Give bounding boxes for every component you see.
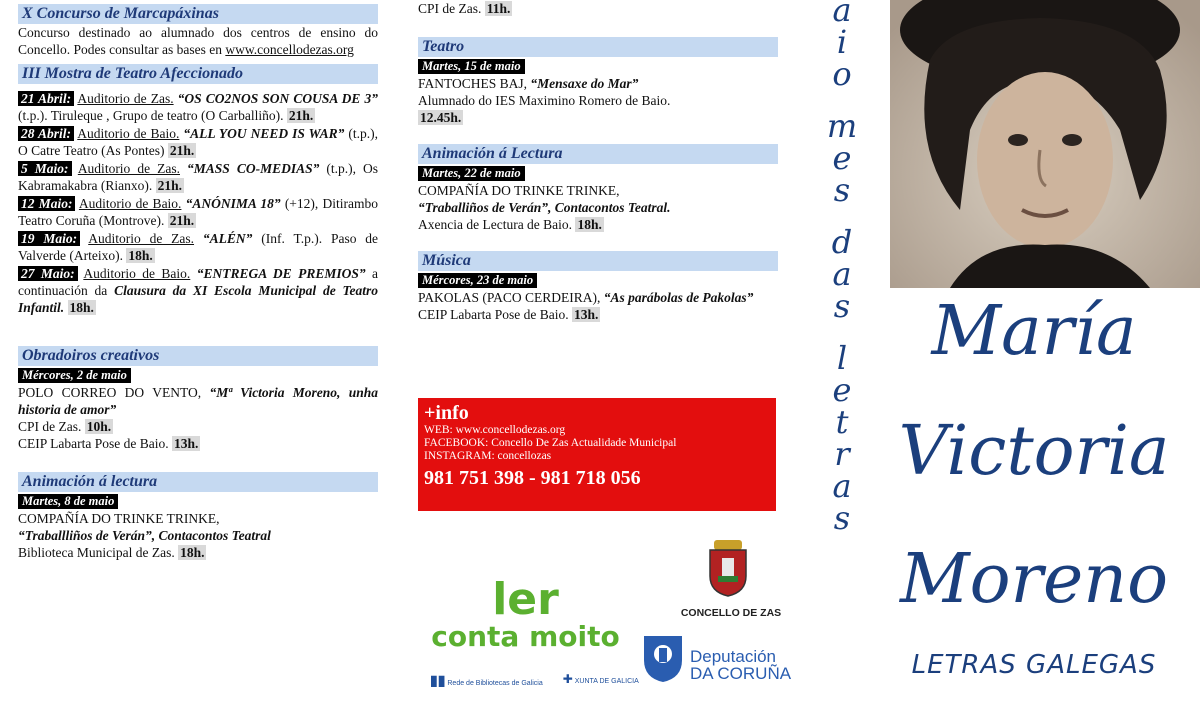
ler-logo-big: ler (492, 574, 559, 625)
concurso-link[interactable]: www.concellodezas.org (225, 42, 354, 57)
vertical-letter: e (832, 139, 852, 177)
xunta-logo: ✚ XUNTA DE GALICIA (562, 672, 639, 686)
ler-conta-moito-logo (428, 574, 623, 653)
event-item: 5 Maio: Auditorio de Zas. “MASS CO-MEDIAS” (t.p.), Os Kabramakabra (Rianxo). 21h. (18, 161, 379, 193)
vertical-letter: s (833, 171, 851, 209)
teatro-desc: Alumnado do IES Maximino Romero de Baio. (418, 93, 671, 108)
name-line2: Victoria (898, 412, 1170, 491)
top-place: CPI de Zas. 11h. (418, 1, 511, 16)
left-column (18, 0, 378, 561)
obradoiros-title: POLO CORREO DO VENTO, “Mª Victoria Moreno, unha historia de amor” (18, 385, 379, 417)
vertical-letter: t (835, 403, 849, 441)
section-heading-musica: Música (418, 251, 778, 271)
teatro-afeccionado-events (18, 90, 378, 316)
section-heading-obradoiros: Obradoiros creativos (18, 346, 378, 366)
vertical-letter: r (834, 435, 850, 473)
animacion2-company: COMPAÑÍA DO TRINKE TRINKE, (418, 183, 620, 198)
event-item: 12 Maio: Auditorio de Baio. “ANÓNIMA 18” (+12), Ditirambo Teatro Coruña (Montrove). 21h. (18, 196, 378, 228)
portrait-photo (890, 0, 1200, 288)
ler-logo-small: conta moito (431, 620, 620, 653)
event-item: 21 Abril: Auditorio de Zas. “OS CO2NOS SON COUSA DE 3” (t.p.). Tiruleque , Grupo de teatro (O Carballiño). 21h. (18, 91, 378, 123)
section-heading-concurso: X Concurso de Marcapáxinas (18, 4, 378, 24)
info-instagram[interactable]: INSTAGRAM: concellozas (424, 450, 552, 462)
xunta-icon: ✚ (562, 672, 573, 686)
vertical-letter: a (832, 0, 852, 29)
concurso-text: Concurso destinado ao alumnado dos centros de ensino do Concello. Podes consultar as bases en www.concellodezas.org (18, 25, 378, 57)
vertical-letter: d (831, 223, 853, 261)
musica-company: PAKOLAS (PACO CERDEIRA), “As parábolas de Pakolas” (418, 290, 754, 305)
event-item: 19 Maio: Auditorio de Zas. “ALÉN” (Inf. T.p.). Paso de Valverde (Arteixo). 18h. (18, 231, 379, 263)
vertical-letter: s (833, 287, 851, 325)
vertical-letter: e (832, 371, 852, 409)
animacion-place: Biblioteca Municipal de Zas. 18h. (18, 545, 205, 560)
animacion-company: COMPAÑÍA DO TRINKE TRINKE, (18, 511, 220, 526)
obradoiros-place2: CEIP Labarta Pose de Baio. 13h. (18, 436, 199, 451)
event-date: Martes, 8 de maio (18, 494, 118, 509)
vertical-letter: l (836, 339, 848, 377)
event-item: 28 Abril: Auditorio de Baio. “ALL YOU NEED IS WAR” (t.p.), O Catre Teatro (As Pontes) 21h. (18, 126, 378, 158)
vertical-letter: m (826, 107, 858, 145)
section-heading-teatro: Teatro (418, 37, 778, 57)
vertical-title (818, 0, 866, 704)
deputacion-crest-icon (640, 630, 686, 684)
event-date: Martes, 15 de maio (418, 59, 525, 74)
info-facebook[interactable]: FACEBOOK: Concello De Zas Actualidade Municipal (424, 437, 677, 449)
event-item: 27 Maio: Auditorio de Baio. “ENTREGA DE PREMIOS” a continuación da Clausura da XI Escola Municipal de Teatro Infantil. 18h. (18, 266, 379, 315)
concello-label: CONCELLO DE ZAS (680, 607, 782, 619)
vertical-letter: a (832, 255, 852, 293)
vertical-letter: s (833, 499, 851, 537)
rede-bibliotecas-logo: ▮▮ Rede de Bibliotecas de Galicia (430, 672, 543, 688)
animacion2-place: Axencia de Lectura de Baio. 18h. (418, 217, 602, 232)
event-date: Mércores, 2 de maio (18, 368, 131, 383)
info-title: +info (424, 402, 469, 424)
concello-crest-icon (702, 538, 754, 598)
section-heading-animacion: Animación á lectura (18, 472, 378, 492)
sub-logos (430, 672, 639, 689)
obradoiros-place1: CPI de Zas. 10h. (18, 419, 112, 434)
section-heading-teatro-afeccionado: III Mostra de Teatro Afeccionado (18, 64, 378, 84)
animacion2-title: “Traballiños de Verán”, Contacontos Teatral. (418, 200, 671, 215)
name-line3: Moreno (899, 540, 1169, 619)
vertical-letter: o (832, 55, 852, 93)
info-web[interactable]: WEB: www.concellodezas.org (424, 424, 566, 436)
vertical-letter: a (832, 467, 852, 505)
section-heading-animacion-lectura: Animación á Lectura (418, 144, 778, 164)
event-date: Mércores, 23 de maio (418, 273, 537, 288)
teatro-time: 12.45h. (420, 110, 462, 125)
vertical-letter: i (836, 23, 848, 61)
teatro-company: FANTOCHES BAJ, “Mensaxe do Mar” (418, 76, 639, 91)
event-date: Martes, 22 de maio (418, 166, 525, 181)
info-phones: 981 751 398 - 981 718 056 (424, 467, 641, 489)
info-box (418, 398, 776, 511)
name-line1: María (931, 292, 1137, 371)
middle-column (418, 0, 778, 323)
deputacion-text: Deputación DA CORUÑA (690, 647, 792, 683)
animacion-title: “Traballliños de Verán”, Contacontos Teatral (18, 528, 271, 543)
books-icon: ▮▮ (430, 672, 446, 688)
musica-place: CEIP Labarta Pose de Baio. 13h. (418, 307, 599, 322)
subtitle: LETRAS GALEGAS (911, 650, 1157, 680)
